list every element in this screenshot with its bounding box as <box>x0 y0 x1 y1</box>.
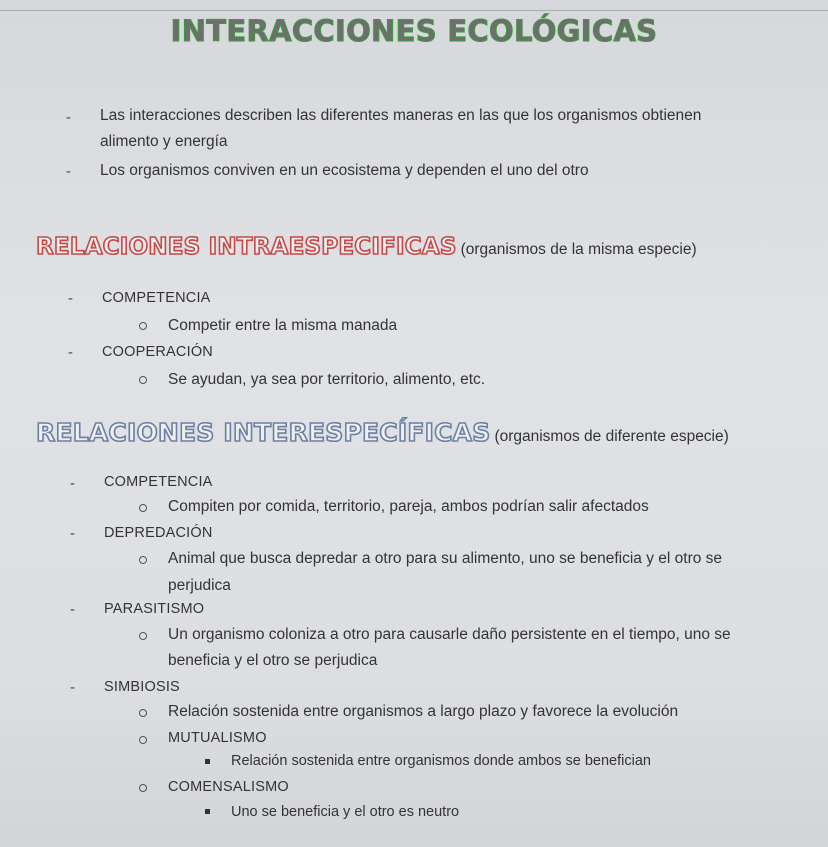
intra-cooperacion: COOPERACIÓN <box>102 344 213 360</box>
circle-bullet <box>139 322 147 330</box>
circle-bullet <box>139 632 147 640</box>
dash-bullet: - <box>68 344 73 361</box>
intra-heading: RELACIONES INTRAESPECIFICAS <box>36 234 457 260</box>
inter-comensalismo: COMENSALISMO <box>168 779 289 795</box>
section-intra-heading <box>36 234 697 260</box>
inter-parasitismo-desc-1: Un organismo coloniza a otro para causarle daño persistente en el tiempo, uno se <box>168 626 731 643</box>
dash-bullet: - <box>70 679 75 696</box>
inter-depredacion-desc-1: Animal que busca depredar a otro para su alimento, uno se beneficia y el otro se <box>168 550 723 567</box>
circle-bullet <box>139 376 147 384</box>
dash-bullet: - <box>70 601 75 618</box>
dash-bullet: - <box>66 163 71 180</box>
circle-bullet <box>139 736 147 744</box>
inter-mutualismo: MUTUALISMO <box>168 730 267 746</box>
intra-note: (organismos de la misma especie) <box>460 241 697 258</box>
inter-simbiosis-desc: Relación sostenida entre organismos a largo plazo y favorece la evolución <box>168 703 679 720</box>
circle-bullet <box>139 504 147 512</box>
inter-parasitismo: PARASITISMO <box>104 601 205 617</box>
dash-bullet: - <box>70 475 75 492</box>
intra-cooperacion-desc: Se ayudan, ya sea por territorio, alimento, etc. <box>168 371 486 388</box>
dash-bullet: - <box>66 109 71 126</box>
intra-competencia: COMPETENCIA <box>102 290 211 306</box>
inter-competencia: COMPETENCIA <box>104 474 213 490</box>
circle-bullet <box>139 709 147 717</box>
dash-bullet: - <box>70 525 75 542</box>
dash-bullet: - <box>68 290 73 307</box>
circle-bullet <box>139 556 147 564</box>
inter-heading: RELACIONES INTERESPECÍFICAS <box>36 418 491 447</box>
intro-line-2: alimento y energía <box>100 133 228 150</box>
inter-mutualismo-desc: Relación sostenida entre organismos donde ambos se benefician <box>231 753 651 769</box>
inter-comensalismo-desc: Uno se beneficia y el otro es neutro <box>231 804 460 820</box>
inter-note: (organismos de diferente especie) <box>494 428 729 445</box>
intra-competencia-desc: Competir entre la misma manada <box>168 317 398 334</box>
square-bullet <box>205 809 210 814</box>
square-bullet <box>205 759 210 764</box>
top-rule <box>0 10 828 11</box>
section-inter-heading <box>36 418 729 447</box>
intro-line-3: Los organismos conviven en un ecosistema y dependen el uno del otro <box>100 162 589 179</box>
page-title: INTERACCIONES ECOLÓGICAS <box>170 14 658 48</box>
intro-line-1: Las interacciones describen las diferentes maneras en las que los organismos obtienen <box>100 107 702 124</box>
inter-parasitismo-desc-2: beneficia y el otro se perjudica <box>168 652 378 669</box>
inter-simbiosis: SIMBIOSIS <box>104 679 180 695</box>
inter-competencia-desc: Compiten por comida, territorio, pareja, ambos podrían salir afectados <box>168 498 649 515</box>
circle-bullet <box>139 784 147 792</box>
inter-depredacion-desc-2: perjudica <box>168 577 231 594</box>
inter-depredacion: DEPREDACIÓN <box>104 525 213 541</box>
